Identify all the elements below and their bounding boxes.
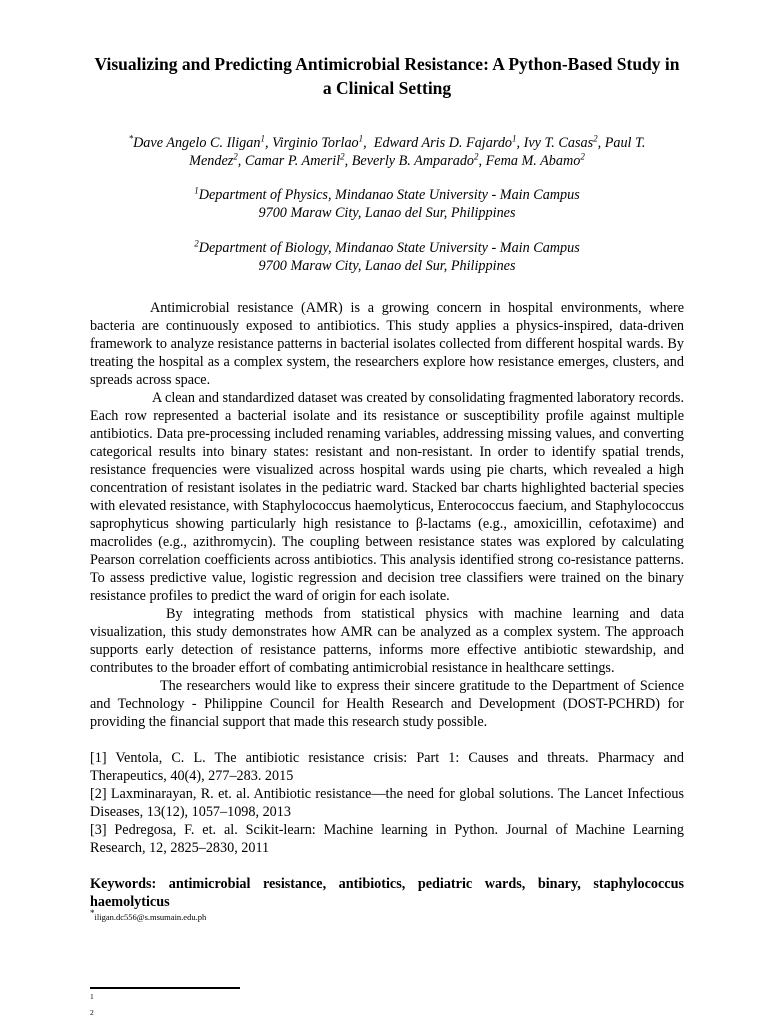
reference-item: [1] Ventola, C. L. The antibiotic resistance crisis: Part 1: Causes and threats. Pharmacy and Therapeutics, 40(4), 277–283. 2015: [90, 750, 684, 784]
footnote-1: 1: [90, 992, 94, 1001]
reference-list: [90, 749, 684, 857]
reference-item: [3] Pedregosa, F. et. al. Scikit-learn: Machine learning in Python. Journal of Machine Learning Research, 12, 2825–2830, 2011: [90, 822, 684, 856]
paragraph: By integrating methods from statistical physics with machine learning and data visualization, this study demonstrates how AMR can be analyzed as a complex system. The approach supports early detection of resistance patterns, informs more effective antibiotic stewardship, and contributes to the broader effort of combating antimicrobial resistance in healthcare settings.: [90, 606, 684, 676]
author: Beverly B. Amparado$^2$,: [351, 151, 486, 169]
reference-item: [2] Laxminarayan, R. et. al. Antibiotic resistance—the need for global solutions. The Lancet Infectious Diseases, 13(12), 1057–1098, 2013: [90, 786, 684, 820]
paper-page: [90, 52, 684, 923]
abstract-body: [90, 299, 684, 731]
acknowledgement-paragraph: The researchers would like to express their sincere gratitude to the Department of Science and Technology - Philippine Council for Health Research and Development (DOST-PCHRD) for providing the financial support that made this research study possible.: [90, 678, 684, 730]
paragraph: Antimicrobial resistance (AMR) is a growing concern in hospital environments, where bacteria are continuously exposed to antibiotics. This study applies a physics-inspired, data-driven framework to analyze resistance patterns in bacterial isolates collected from different hospital wards. By treating the hospital as a complex system, the researchers explore how resistance emerges, clusters, and spreads across space.: [90, 300, 684, 388]
author: Fema M. Abamo$^2$: [485, 151, 585, 169]
corresponding-author-mark: *: [128, 133, 134, 144]
paper-title: Visualizing and Predicting Antimicrobial Resistance: A Python-Based Study in a Clinical Setting: [94, 54, 680, 98]
footnote-rule: [90, 987, 240, 989]
paragraph: A clean and standardized dataset was created by consolidating fragmented laboratory records. Each row represented a bacterial isolate and its resistance or susceptibility profile against multiple antibiotics. Data pre-processing included renaming variables, addressing missing values, and converting categorical results into binary states: resistant and non-resistant. In order to identify spatial trends, resistance frequencies were visualized across hospital wards using pie charts, which revealed a high concentration of resistant isolates in the pediatric ward. Stacked bar charts highlighted bacterial species with elevated resistance, with Staphylococcus haemolyticus, Enterococcus faecium, and Staphylococcus saprophyticus showing particularly high resistance to β-lactams (e.g., amoxicillin, cefotaxime) and macrolides (e.g., azithromycin). The coupling between resistance states was explored by calculating Pearson correlation coefficients across antibiotics. This analysis identified strong co-resistance patterns. To assess predictive value, logistic regression and decision tree classifiers were trained on the binary resistance profiles to predict the ward of origin for each isolate.: [90, 390, 684, 604]
author: Virginio Torlao$^1$,: [272, 133, 374, 151]
author: Ivy T. Casas$^2$,: [523, 133, 605, 151]
corresponding-email: *iligan.dc556@s.msumain.edu.ph: [90, 908, 207, 922]
affiliation-physics: $^1$Department of Physics, Mindanao State University - Main Campus 9700 Maraw City, Lanao del Sur, Philippines: [194, 185, 580, 221]
author: Camar P. Ameril$^2$,: [244, 151, 352, 169]
author: Paul T. Mendez$^2$,: [189, 135, 646, 169]
author: Dave Angelo C. Iligan$^1$,: [133, 133, 273, 151]
keywords: Keywords: antimicrobial resistance, antibiotics, pediatric wards, binary, staphylococcus haemolyticus: [90, 876, 684, 910]
author: Edward Aris D. Fajardo$^1$,: [373, 133, 524, 151]
affiliation-biology: $^2$Department of Biology, Mindanao State University - Main Campus 9700 Maraw City, Lanao del Sur, Philippines: [194, 238, 580, 274]
footnote-2: 2: [90, 1008, 94, 1017]
author-list: [90, 134, 684, 170]
